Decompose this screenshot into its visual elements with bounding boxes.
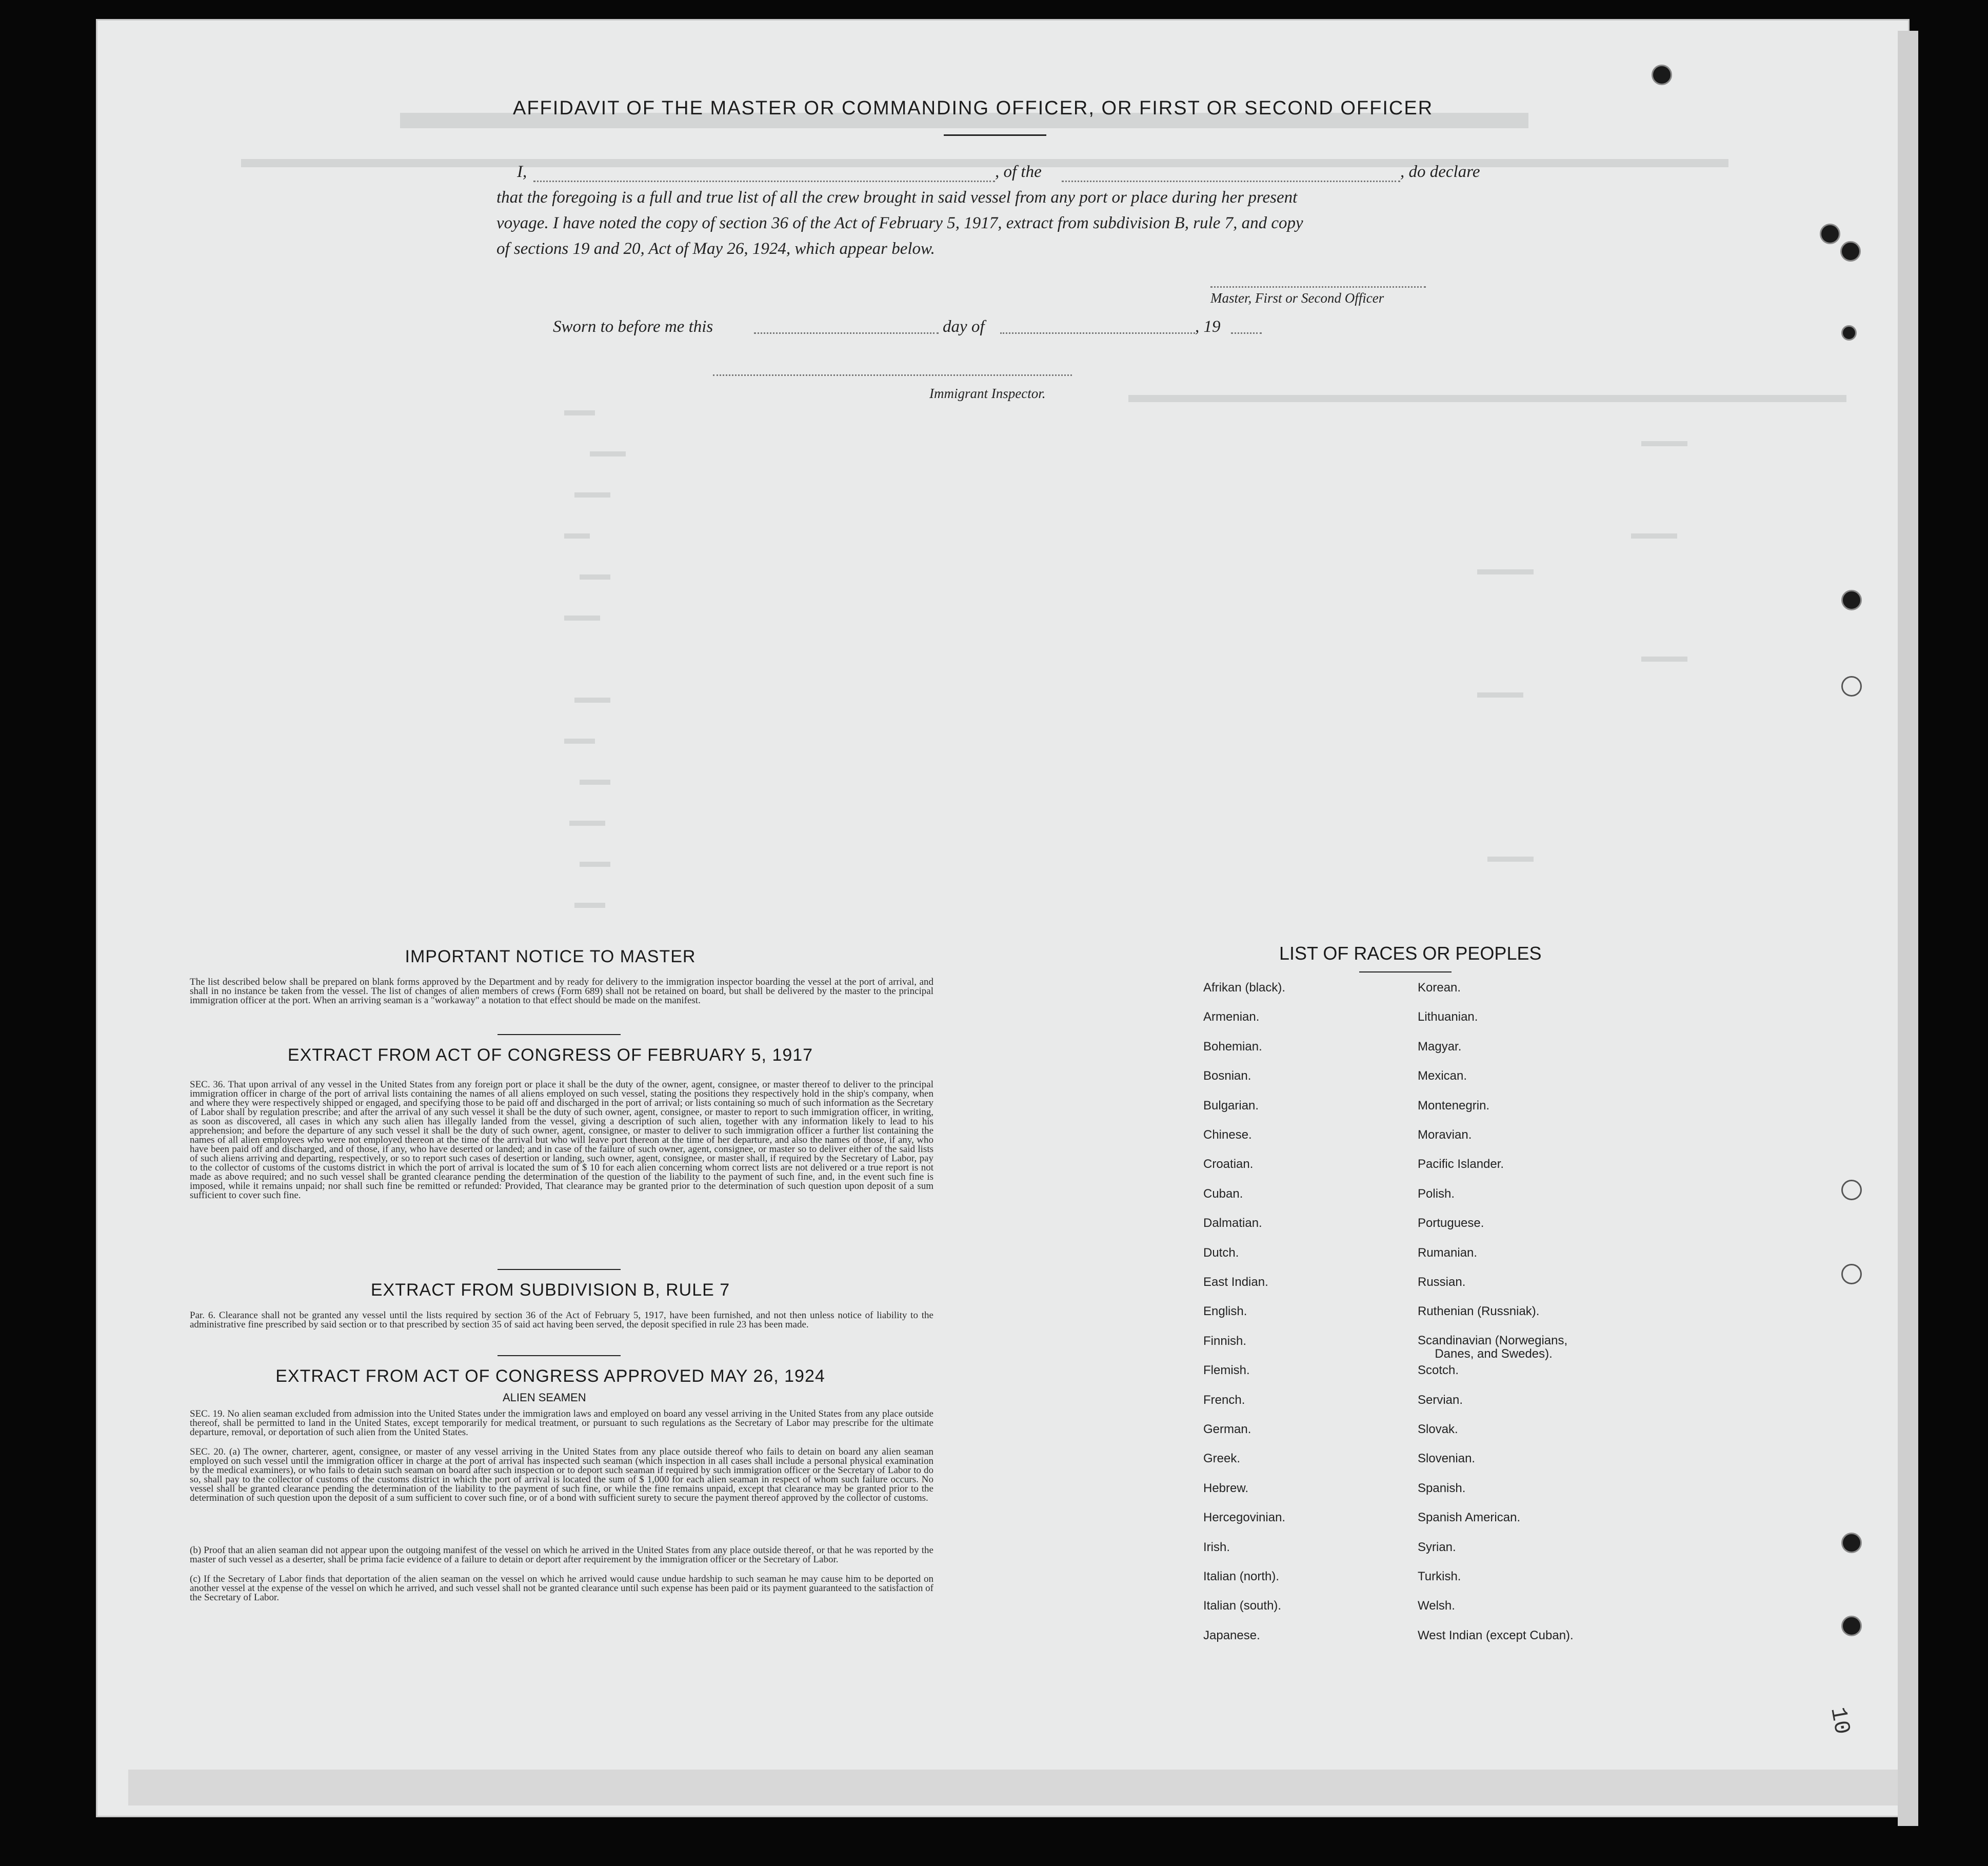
race-item: Syrian. bbox=[1418, 1540, 1456, 1554]
race-item: Spanish. bbox=[1418, 1481, 1466, 1495]
race-item: Cuban. bbox=[1203, 1186, 1243, 1201]
race-item: Afrikan (black). bbox=[1203, 981, 1286, 995]
declare-label: , do declare bbox=[1400, 163, 1480, 181]
year-label: , 19 bbox=[1195, 317, 1221, 336]
inspector-signature-field[interactable] bbox=[713, 374, 1072, 376]
binder-hole bbox=[1841, 1616, 1862, 1636]
binder-hole bbox=[1841, 590, 1862, 610]
section-divider bbox=[498, 1034, 621, 1035]
race-item: Scotch. bbox=[1418, 1363, 1459, 1378]
sworn-day-field[interactable] bbox=[754, 332, 939, 334]
race-item: East Indian. bbox=[1203, 1275, 1268, 1289]
section-divider bbox=[498, 1269, 621, 1270]
binder-hole bbox=[1841, 325, 1857, 341]
race-item: Dalmatian. bbox=[1203, 1216, 1262, 1230]
race-item: German. bbox=[1203, 1422, 1251, 1436]
binder-hole bbox=[1841, 1533, 1862, 1553]
subdivision-b-text: Par. 6. Clearance shall not be granted any vessel until the lists required by section 36 of the Act of February 5, 1917, have been furnished, and not then unless notice of liability to the administrative fine prescribed by said section or to that prescribed by section 35 of said act having been served, the deposit specified in rule 23 has been made. bbox=[190, 1310, 933, 1330]
race-item: Scandinavian (Norwegians, Danes, and Swedes). bbox=[1418, 1333, 1568, 1361]
race-item: Moravian. bbox=[1418, 1128, 1472, 1142]
section-divider bbox=[498, 1355, 621, 1356]
race-item: Welsh. bbox=[1418, 1599, 1455, 1613]
day-of-label: day of bbox=[943, 317, 985, 336]
declarant-label: I, bbox=[517, 163, 527, 181]
declaration-line-1: that the foregoing is a full and true list of all the crew brought in said vessel from any port or place during her present bbox=[496, 188, 1298, 207]
race-item: Slovenian. bbox=[1418, 1452, 1476, 1466]
race-item: Italian (south). bbox=[1203, 1599, 1282, 1613]
binder-hole bbox=[1841, 1180, 1862, 1200]
race-item: Spanish American. bbox=[1418, 1511, 1521, 1525]
extract-1917-title: EXTRACT FROM ACT OF CONGRESS OF FEBRUARY 5, 1917 bbox=[287, 1045, 813, 1065]
sec-19-text: SEC. 19. No alien seaman excluded from admission into the United States under the immigration laws and employed on board any vessel arriving in the United States from any place outside thereof, shall be permitted to land in the United States, except temporarily for medical treatment, or pursuant to such regulations as the Secretary of Labor may prescribe for the ultimate departure, removal, or deportation of such alien from the United States. bbox=[190, 1408, 933, 1438]
races-title: LIST OF RACES OR PEOPLES bbox=[1279, 943, 1542, 964]
affidavit-title: AFFIDAVIT OF THE MASTER OR COMMANDING OFFICER, OR FIRST OR SECOND OFFICER bbox=[513, 97, 1434, 119]
race-item: Armenian. bbox=[1203, 1010, 1260, 1024]
race-item: Slovak. bbox=[1418, 1422, 1458, 1436]
declaration-line-2: voyage. I have noted the copy of section 36 of the Act of February 5, 1917, extract from subdivision B, rule 7, and copy bbox=[496, 214, 1303, 232]
race-item: Flemish. bbox=[1203, 1363, 1250, 1378]
notice-title: IMPORTANT NOTICE TO MASTER bbox=[405, 947, 696, 966]
extract-1917-text: SEC. 36. That upon arrival of any vessel in the United States from any foreign port or place it shall be the duty of the owner, agent, consignee, or master thereof to deliver to the principal immigration officer in charge of the port of arrival lists containing the names of all aliens employed on such vessel, stating the positions they respectively hold in the ship's company, when and where they were respectively shipped or engaged, and specifying those to be paid off and discharged in the port of arrival; or lists containing so much of such information as the Secretary of Labor shall by regulation prescribe; and after the arrival of any such vessel it shall be the duty of such owner, agent, consignee, or master to report to such immigration officer, in writing, as soon as discovered, all cases in which any such alien has illegally landed from the vessel, giving a description of such alien, together with any information likely to lead to his apprehension; and before the departure of any such vessel it shall be the duty of such owner, agent, consignee, or master to deliver to such immigration officer a further list containing the names of all alien employees who were not employed thereon at the time of the arrival but who will leave port thereon at the time of her departure, and also the names of those, if any, who have been paid off and discharged, and of those, if any, who have deserted or landed; and in case of the failure of such owner, agent, consignee, or master so to deliver either of the said lists of such aliens arriving and departing, respectively, or so to report such cases of desertion or landing, such owner, agent, consignee, or master shall, if required by the Secretary of Labor, pay to the collector of customs of the customs district in which the port of arrival is located the sum of $ 10 for each alien concerning whom correct lists are not delivered or a true report is not made as above required; and no such vessel shall be granted clearance pending the determination of the question of the liability to the payment of such fine, and, in the event such fine is imposed, while it remains unpaid; nor shall such fine be remitted or refunded: Provided, That clearance may be granted prior to the determination of such question upon deposit of a sum sufficient to cover such fine. bbox=[190, 1079, 933, 1201]
race-item: Croatian. bbox=[1203, 1157, 1254, 1172]
page-edge bbox=[1898, 31, 1918, 1826]
master-label: Master, First or Second Officer bbox=[1210, 290, 1384, 306]
vessel-of-label: , of the bbox=[995, 163, 1042, 181]
race-item: Bosnian. bbox=[1203, 1069, 1251, 1083]
race-item: Hercegovinian. bbox=[1203, 1511, 1286, 1525]
race-item: Lithuanian. bbox=[1418, 1010, 1478, 1024]
vessel-name-field[interactable] bbox=[1062, 181, 1400, 182]
binder-hole bbox=[1841, 1264, 1862, 1284]
race-item: Irish. bbox=[1203, 1540, 1230, 1554]
race-item: Greek. bbox=[1203, 1452, 1241, 1466]
race-item: English. bbox=[1203, 1304, 1247, 1319]
race-item: Japanese. bbox=[1203, 1628, 1260, 1642]
sec-20a-text: SEC. 20. (a) The owner, charterer, agent, consignee, or master of any vessel arriving in the United States from any place outside thereof who fails to detain on board any alien seaman employed on such vessel until the immigration officer in charge at the port of arrival has inspected such seaman (which inspection in all cases shall include a personal physical examination by the medical examiners), or who fails to detain such seaman on board after such inspection or to deport such seaman if required by such immigration officer or the Secretary of Labor to do so, shall pay to the collector of customs of the customs district in which the port of arrival is located the sum of $ 1,000 for each alien seaman in respect of whom such failure occurs. No vessel shall be granted clearance pending the determination of the liability to the payment of such fine, or while the fine remains unpaid, except that clearance may be granted prior to the determination of such question upon the deposit of a sum sufficient to cover such fine, or of a bond with sufficient surety to secure the payment thereof approved by the collector of customs. bbox=[190, 1446, 933, 1503]
title-underline bbox=[944, 134, 1046, 136]
binder-hole bbox=[1840, 241, 1861, 262]
race-item: Dutch. bbox=[1203, 1245, 1239, 1260]
race-item: Mexican. bbox=[1418, 1069, 1467, 1083]
notice-text: The list described below shall be prepared on blank forms approved by the Department and by ready for delivery to the immigration inspector boarding the vessel at the port of arrival, and shall in no instance be taken from the vessel. The list of changes of alien members of crews (Form 689) shall not be retained on board, but shall be delivered by the master to the principal immigration officer at the port. When an arriving seaman is a "workaway" a notation to that effect should be made on the manifest. bbox=[190, 977, 933, 1006]
race-item: Italian (north). bbox=[1203, 1570, 1280, 1583]
race-item: Chinese. bbox=[1203, 1128, 1252, 1142]
race-item: Magyar. bbox=[1418, 1039, 1462, 1054]
race-item: Servian. bbox=[1418, 1393, 1463, 1407]
race-item: Bohemian. bbox=[1203, 1039, 1262, 1054]
sec-20c-text: (c) If the Secretary of Labor finds that deportation of the alien seaman on the vessel on which he arrived would cause undue hardship to such seaman he may cause him to be deported on another vessel at the expense of the vessel on which he arrived, and such vessel shall not be granted clearance until such expense has been paid or its payment guaranteed to the satisfaction of the Secretary of Labor. bbox=[190, 1574, 933, 1603]
declaration-line-3: of sections 19 and 20, Act of May 26, 1924, which appear below. bbox=[496, 240, 935, 258]
race-item: Polish. bbox=[1418, 1186, 1455, 1201]
binder-hole bbox=[1841, 676, 1862, 697]
sworn-label: Sworn to before me this bbox=[553, 317, 713, 336]
binder-hole bbox=[1820, 224, 1840, 244]
sec-20b-text: (b) Proof that an alien seaman did not appear upon the outgoing manifest of the vessel on which he arrived in the United States from any place outside thereof, or that he was reported by the master of such vessel as a deserter, shall be prima facie evidence of a failure to detain or deport after requirement by the immigration officer or the Secretary of Labor. bbox=[190, 1545, 933, 1565]
inspector-label: Immigrant Inspector. bbox=[929, 386, 1046, 401]
race-item: Portuguese. bbox=[1418, 1216, 1484, 1230]
alien-seamen-subtitle: ALIEN SEAMEN bbox=[503, 1391, 586, 1404]
sworn-month-field[interactable] bbox=[1000, 332, 1195, 334]
page-edge bbox=[128, 1770, 1908, 1805]
race-item: Turkish. bbox=[1418, 1570, 1461, 1583]
binder-hole bbox=[1652, 65, 1672, 85]
declarant-name-field[interactable] bbox=[533, 181, 995, 182]
sworn-year-field[interactable] bbox=[1231, 332, 1262, 334]
page-number-mark: 10 bbox=[1824, 1705, 1855, 1737]
race-item: Rumanian. bbox=[1418, 1245, 1478, 1260]
race-item: Russian. bbox=[1418, 1275, 1466, 1289]
race-item: Hebrew. bbox=[1203, 1481, 1249, 1495]
race-item: Montenegrin. bbox=[1418, 1098, 1490, 1113]
race-item: French. bbox=[1203, 1393, 1245, 1407]
race-item: Korean. bbox=[1418, 981, 1461, 995]
race-item: West Indian (except Cuban). bbox=[1418, 1628, 1574, 1642]
subdivision-b-title: EXTRACT FROM SUBDIVISION B, RULE 7 bbox=[370, 1280, 730, 1300]
race-item: Bulgarian. bbox=[1203, 1098, 1259, 1113]
extract-1924-title: EXTRACT FROM ACT OF CONGRESS APPROVED MAY 26, 1924 bbox=[275, 1366, 825, 1386]
race-item: Ruthenian (Russniak). bbox=[1418, 1304, 1540, 1319]
race-item: Finnish. bbox=[1203, 1334, 1247, 1348]
race-item: Pacific Islander. bbox=[1418, 1157, 1504, 1172]
races-title-underline bbox=[1359, 971, 1452, 972]
